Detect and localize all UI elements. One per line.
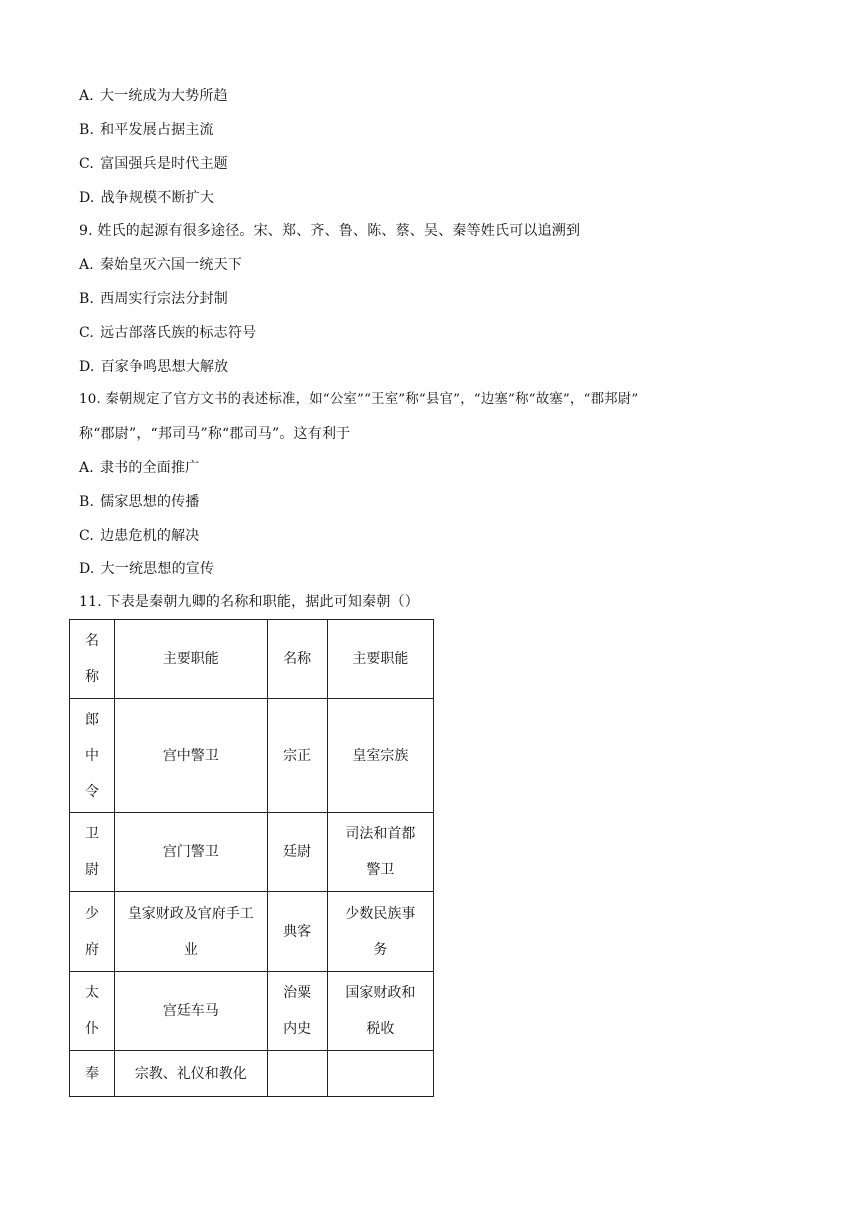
header-cell: 主要职能	[115, 620, 267, 699]
option-text: 儒家思想的传播	[100, 494, 200, 510]
table-cell: 典客	[267, 892, 327, 972]
table-cell: 司法和首都警卫	[327, 813, 433, 892]
table-row	[70, 1051, 434, 1097]
option-text: 百家争鸣思想大解放	[100, 359, 229, 375]
nine-ministers-table	[69, 619, 434, 1097]
q8-option-a	[79, 86, 228, 106]
option-text: 和平发展占据主流	[100, 122, 214, 138]
q8-option-b	[79, 120, 214, 140]
q8-option-c	[79, 154, 228, 174]
option-label: B.	[79, 494, 95, 510]
q9-option-d	[79, 357, 228, 377]
option-label: C.	[79, 528, 95, 544]
table-row	[70, 699, 434, 813]
option-label: C.	[79, 156, 95, 172]
table-cell: 宫中警卫	[115, 699, 267, 813]
header-cell: 名称	[70, 620, 115, 699]
option-text: 大一统思想的宣传	[100, 561, 215, 577]
option-label: B.	[79, 291, 95, 307]
table-cell: 少数民族事务	[327, 892, 433, 972]
table-cell: 宫廷车马	[115, 972, 267, 1051]
table-cell	[327, 1051, 433, 1097]
q9-option-c	[79, 323, 256, 343]
q9-option-b	[79, 289, 228, 309]
table-cell: 国家财政和税收	[327, 972, 433, 1051]
option-label: A.	[79, 460, 94, 476]
header-cell: 名称	[267, 620, 327, 699]
option-label: A.	[79, 88, 94, 104]
table-cell: 郎中令	[70, 699, 115, 813]
option-label: D.	[79, 190, 95, 206]
table-cell: 皇室宗族	[327, 699, 433, 813]
table-header-row	[70, 620, 434, 699]
table-row	[70, 972, 434, 1051]
option-label: B.	[79, 122, 95, 138]
table-cell: 卫尉	[70, 813, 115, 892]
table-cell: 宗教、礼仪和教化	[115, 1051, 267, 1097]
option-label: D.	[79, 359, 95, 375]
q10-option-c	[79, 526, 199, 546]
q9-stem: 9. 姓氏的起源有很多途径。宋、郑、齐、鲁、陈、蔡、吴、秦等姓氏可以追溯到	[79, 223, 581, 239]
header-cell: 主要职能	[327, 620, 433, 699]
q10-stem-line1: 10. 秦朝规定了官方文书的表述标准，如“公室”“王室”称“县官”，“边塞”称“故塞”，“郡邦尉”	[79, 392, 639, 407]
table-row	[70, 813, 434, 892]
option-label: C.	[79, 325, 95, 341]
q10-option-a	[79, 458, 199, 478]
q10-option-d	[79, 559, 214, 579]
table-cell: 太仆	[70, 972, 115, 1051]
q10-stem-line2: 称“郡尉”，“邦司马”称“郡司马”。这有利于	[79, 426, 351, 442]
q11-stem: 11. 下表是秦朝九卿的名称和职能，据此可知秦朝（）	[79, 594, 419, 610]
table-cell	[267, 1051, 327, 1097]
option-label: A.	[79, 257, 94, 273]
table-row	[70, 892, 434, 972]
option-text: 秦始皇灭六国一统天下	[99, 257, 242, 273]
q8-option-d	[79, 188, 214, 208]
option-text: 战争规模不断扩大	[100, 190, 215, 206]
option-text: 边患危机的解决	[100, 528, 200, 544]
option-text: 大一统成为大势所趋	[99, 88, 228, 104]
table-cell: 少府	[70, 892, 115, 972]
q10-option-b	[79, 492, 200, 512]
table-cell: 皇家财政及官府手工业	[115, 892, 267, 972]
q9-option-a	[79, 255, 242, 275]
table-cell: 宗正	[267, 699, 327, 813]
option-text: 隶书的全面推广	[99, 460, 200, 476]
option-text: 远古部落氏族的标志符号	[100, 325, 257, 341]
option-text: 西周实行宗法分封制	[100, 291, 228, 307]
option-label: D.	[79, 561, 95, 577]
table-cell: 治粟内史	[267, 972, 327, 1051]
option-text: 富国强兵是时代主题	[100, 156, 228, 172]
table-cell: 宫门警卫	[115, 813, 267, 892]
table-cell: 廷尉	[267, 813, 327, 892]
table-cell: 奉	[70, 1051, 115, 1097]
